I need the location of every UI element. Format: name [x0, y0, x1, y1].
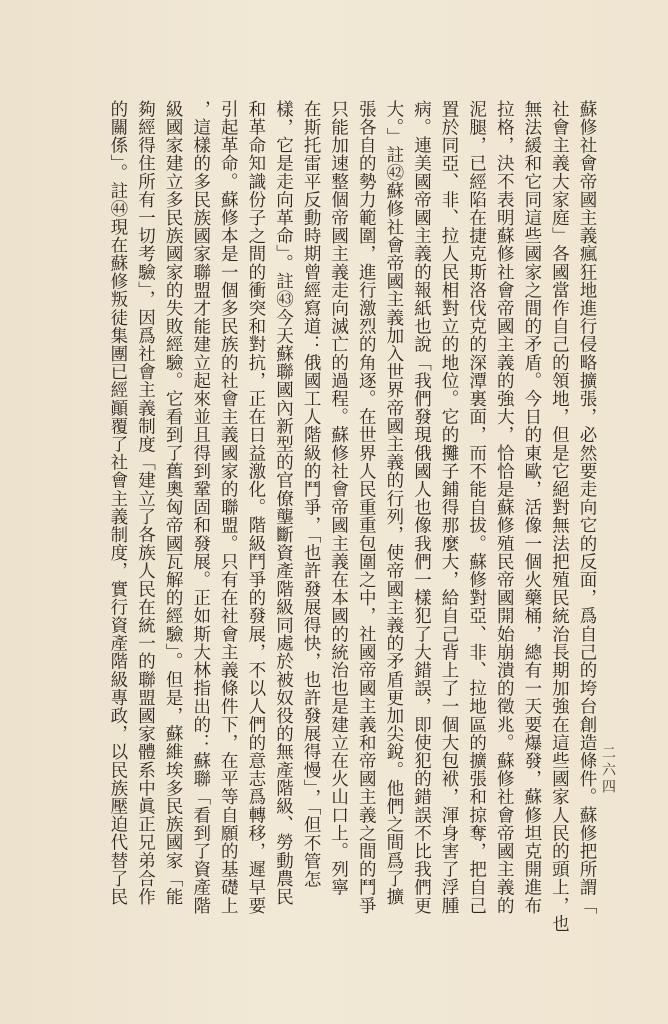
text-column-8: 大。」註㊷蘇修社會帝國主義加入世界帝國主義的行列，使帝國主義的矛盾更加尖銳。他們之間爲了擴: [383, 100, 404, 906]
text-column-7: 病。連美國帝國主義的報紙也說「我們發現俄國人也像我們一樣犯了大錯誤，即使犯的錯誤不比我們更: [411, 100, 432, 915]
text-column-1: 蘇修社會帝國主義瘋狂地進行侵略擴張，必然要走向它的反面，爲自己的垮台創造條件。蘇修把所謂「: [577, 100, 597, 915]
text-column-11: 在斯托雷平反動時期曾經寫道：俄國工人階級的鬥爭，「也許發展得快，也許發展得慢」，「但不管怎: [301, 100, 322, 889]
text-column-3: 無法緩和它同這些國家之間的矛盾。今日的東歐，活像一個火藥桶，總有一天要爆發，蘇修坦克開進布: [521, 100, 542, 915]
text-column-15: ，這樣的多民族國家聯盟才能建立起來並且得到鞏固和發展。正如斯大林指出的：蘇聯「看到了資產階: [190, 100, 211, 915]
text-column-9: 張各自的勢力範圍，進行激烈的角逐。在世界人民重重包圍之中，社國帝國主義和帝國主義之間的鬥爭: [356, 100, 377, 915]
text-column-14: 引起革命。蘇修本是一個多民族的社會主義國家的聯盟。只有在社會主義條件下，在平等自願的基礎上: [218, 100, 239, 915]
text-column-12: 樣，它是走向革命」。註㊸今天蘇聯國內新型的官僚壟斷資產階級同處於被奴役的無產階級、勞動農民: [273, 100, 294, 906]
text-column-18: 的關係」。註㊹現在蘇修叛徒集團已經顚覆了社會主義制度，實行資產階級專政，以民族壓迫代替了民: [107, 100, 128, 906]
text-column-2: 社會主義大家庭」各國當作自己的領地，但是它絕對無法把殖民統治長期加強在這些國家人民的頭上，也: [549, 100, 570, 933]
page-number: 二六四: [600, 745, 616, 796]
text-column-13: 和革命知識份子之間的衝突和對抗，正在日益激化。階級鬥爭的發展，不以人們的意志爲轉移，遲早要: [245, 100, 266, 915]
text-column-6: 置於同亞、非、拉人民相對立的地位。它的攤子鋪得那麼大，給自己背上了一個大包袱，渾身害了浮腫: [439, 100, 460, 915]
text-column-5: 泥腿，已經陷在捷克斯洛伐克的深潭裏面，而不能自拔。蘇修對亞、非、拉地區的擴張和掠奪，把自己: [466, 100, 487, 915]
text-column-17: 夠經得住所有一切考驗」，因爲社會主義制度「建立了各族人民在統一的聯盟國家體系中眞正兄弟合作: [135, 100, 156, 906]
body-text: [103, 100, 600, 980]
text-column-16: 級國家建立多民族國家的失敗經驗。它看到了舊奧匈帝國瓦解的經驗」。但是，蘇維埃多民族國家「能: [163, 100, 184, 906]
text-column-4: 拉格，決不表明蘇修社會帝國主義的強大，恰恰是蘇修殖民帝國開始崩潰的徵兆。蘇修社會帝國主義的: [494, 100, 515, 915]
text-column-10: 只能加速整個帝國主義走向滅亡的過程。蘇修社會帝國主義在本國的統治也是建立在火山口上。列寧: [328, 100, 349, 897]
